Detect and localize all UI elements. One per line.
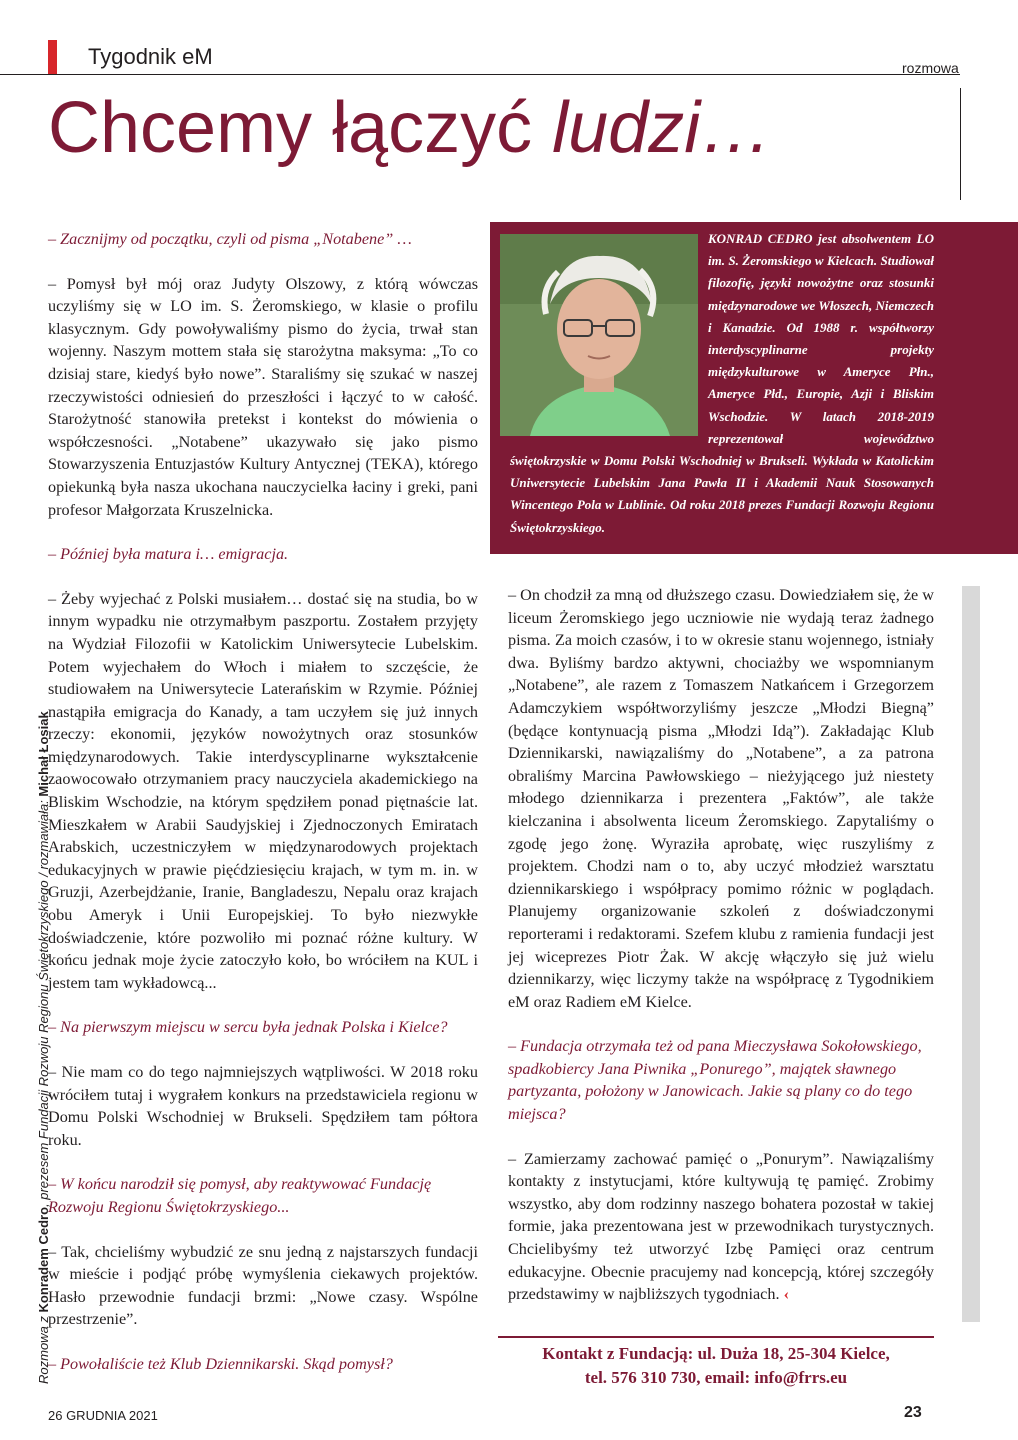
end-mark: ‹	[783, 1285, 789, 1304]
page-number: 23	[904, 1404, 922, 1421]
title-italic: ludzi…	[552, 88, 773, 168]
question: – W końcu narodził się pomysł, aby reaktywować Fundację Rozwoju Regionu Świętokrzyskiego...	[48, 1175, 432, 1216]
issue-date: 26 GRUDNIA 2021	[48, 1408, 158, 1423]
answer: – Nie mam co do tego najmniejszych wątpliwości. W 2018 roku wróciłem tutaj i wygrałem konkurs na przedstawiciela regionu w Domu Polski Wschodniej w Brukseli. Spędziłem tam półtora roku.	[48, 1063, 478, 1149]
answer: – On chodził za mną od dłuższego czasu. Dowiedziałem się, że w liceum Żeromskiego jego uczniowie nie wydają teraz żadnego pisma. Za moich czasów, i to w okresie stanu wojennego, istniały dwa. Byliśmy bardzo aktywni, chociażby we wspomnianym „Notabene”, ale razem z Tomaszem Natkańcem i Grzegorzem Adamczykiem współtworzyliśmy jeszcze „Młodzi Biegną” (będące kontynuacją pisma „Młodzi Idą”). Zakładając Klub Dziennikarski, nawiązaliśmy do „Notabene”, a za patrona obraliśmy Marcina Pawłowskiego – nieżyjącego już niestety młodego dziennikarza i prezentera „Faktów”, ale także kielczanina i absolwenta liceum Żeromskiego. Zapytaliśmy o zgodę jego żonę. Wyraziła aprobatę, więc ruszyliśmy z projektem. Chodzi nam o to, aby uczyć młodzież warsztatu dziennikarskiego i współpracy pomimo różnic w poglądach. Planujemy organizowanie szkoleń z doświadczonymi reporterami i redaktorami. Szefem klubu z ramienia fundacji jest jej wiceprezes Piotr Żak. W akcję włączyło się już wielu dziennikarzy, więc liczymy także na współpracę z Tygodnikiem eM oraz Radiem eM Kielce.	[508, 586, 934, 1011]
credit-person: Konradem Cedro	[36, 1206, 51, 1313]
article-title	[48, 88, 773, 168]
credit-middle: , prezesem Fundacji Rozwoju Regionu Świętokrzyskiego / rozmawiała:	[36, 800, 51, 1207]
section-label: rozmowa	[902, 60, 959, 76]
contact-box	[498, 1342, 934, 1390]
question: – Powołaliście też Klub Dziennikarski. Skąd pomysł?	[48, 1354, 393, 1373]
question: – Zacznijmy od początku, czyli od pisma „Notabene” …	[48, 230, 412, 248]
contact-line-1: Kontakt z Fundacją: ul. Duża 18, 25-304 Kielce,	[542, 1344, 890, 1363]
answer: – Żeby wyjechać z Polski musiałem… dostać się na studia, bo w innym wypadku nie otrzymałbym paszportu. Zostałem przyjęty na Wydział Filozofii w Katolickim Uniwersytecie Lubelskim. Potem wyjechałem do Włoch i miałem to szczęście, że studiowałem na Uniwersytecie Laterańskim w Rzymie. Później nastąpiła emigracja do Kanady, a tam uczyłem się już innych rzeczy: ekonomii, języków nowożytnych oraz stosunków międzynarodowych. Takie interdyscyplinarne wykształcenie zaowocowało otrzymaniem pracy nauczyciela akademickiego na Bliskim Wschodzie, na którym spędziłem ponad piętnaście lat. Mieszkałem w Arabii Saudyjskiej i Zjednoczonych Emiratach Arabskich, uczestniczyłem w międzynarodowych projektach edukacyjnych w prawie pięćdziesięciu krajach, w tym m. in. w Gruzji, Azerbejdżanie, Iranie, Bangladeszu, Nepalu oraz krajach obu Ameryk i Unii Europejskiej. To było niezwykłe doświadczenie, które pozwoliło mi poznać różne kultury. W końcu jednak moje życie zatoczyło koło, bo wróciłem na KUL i jestem tam wykładowcą...	[48, 589, 478, 992]
contact-line-2: tel. 576 310 730, email: info@frrs.eu	[584, 1368, 848, 1387]
left-column	[48, 228, 478, 1376]
question: – Na pierwszym miejscu w sercu była jednak Polska i Kielce?	[48, 1018, 448, 1037]
right-column	[508, 584, 934, 1306]
magazine-name: Tygodnik eM	[88, 44, 213, 69]
answer: – Pomysł był mój oraz Judyty Olszowy, z którą wówczas uczyliśmy się w LO im. S. Żeromskiego, w klasie o profilu klasycznym. Gdy powoływaliśmy pismo do życia, trwał stan wojenny. Naszym mottem stała się starożytna maksyma: „To co dzisiaj stare, kiedyś było nowe”. Staraliśmy się szukać w naszej rzeczywistości odniesień do przeszłości i łączyć to w całość. Starożytność stanowiła pretekst i kontekst do mówienia o współczesności. „Notabene” ukazywało się jako pismo Stowarzyszenia Entuzjastów Kultury Antycznej (TEKA), którego opiekunką była nasza ukochana nauczycielka łaciny i greki, pani profesor Małgorzata Kruszelnicka.	[48, 274, 478, 519]
title-main: Chcemy łączyć	[48, 88, 533, 168]
header-vertical-rule	[960, 88, 961, 200]
credit-author: Michał Łosiak	[36, 711, 51, 797]
answer-final	[508, 1148, 934, 1306]
question: – Później była matura i… emigracja.	[48, 545, 289, 564]
decorative-grey-bar	[962, 586, 980, 1322]
credit-prefix: Rozmowa z	[36, 1316, 51, 1384]
photo-spacer	[510, 228, 708, 438]
header-accent-bar	[48, 40, 57, 74]
question: – Fundacja otrzymała też od pana Mieczysława Sokołowskiego, spadkobiercy Jana Piwnika „Ponurego”, majątek sławnego partyzanta, położony w Janowicach. Jakie są plany co do tego miejsca?	[508, 1037, 922, 1124]
bio-paragraph: KONRAD CEDRO jest absolwentem LO im. S. Żeromskiego w Kielcach. Studiował filozofię, języki nowożytne oraz stosunki międzynarodowe we Włoszech, Niemczech i Kanadzie. Od 1988 r. współtworzy interdyscyplinarne projekty międzykulturowe w Ameryce Płn., Ameryce Płd., Europie, Azji i Bliskim Wschodzie. W latach 2018-2019 reprezentował województwo świętokrzyskie w Domu Polski Wschodniej w Brukseli. Wykłada w Katolickim Uniwersytecie Lubelskim Jana Pawła II i Akademii Nauk Stosowanych Wincentego Pola w Lublinie. Od roku 2018 prezes Fundacji Rozwoju Regionu Świętokrzyskiego.	[510, 231, 934, 535]
answer-text: – Zamierzamy zachować pamięć o „Ponurym”. Nawiązaliśmy kontakty z instytucjami, które kultywują tę pamięć. Zrobimy wszystko, aby dom rodzinny naszego bohatera pozostał w takiej formie, jaka prezentowana jest w przewodnikach turystycznych. Chcielibyśmy też utworzyć Izbę Pamięci oraz centrum edukacyjne. Obecnie pracujemy nad koncepcją, której szczegóły przedstawimy w najbliższych tygodniach.	[508, 1149, 934, 1304]
header-rule	[0, 74, 960, 75]
bio-text	[510, 228, 934, 539]
answer: – Tak, chcieliśmy wybudzić ze snu jedną z najstarszych fundacji w mieście i podjąć próbę wymyślenia ciekawych projektów. Hasło przewodnie fundacji brzmi: „Nowe czasy. Wspólne przestrzenie”.	[48, 1242, 478, 1329]
contact-rule	[498, 1336, 934, 1338]
